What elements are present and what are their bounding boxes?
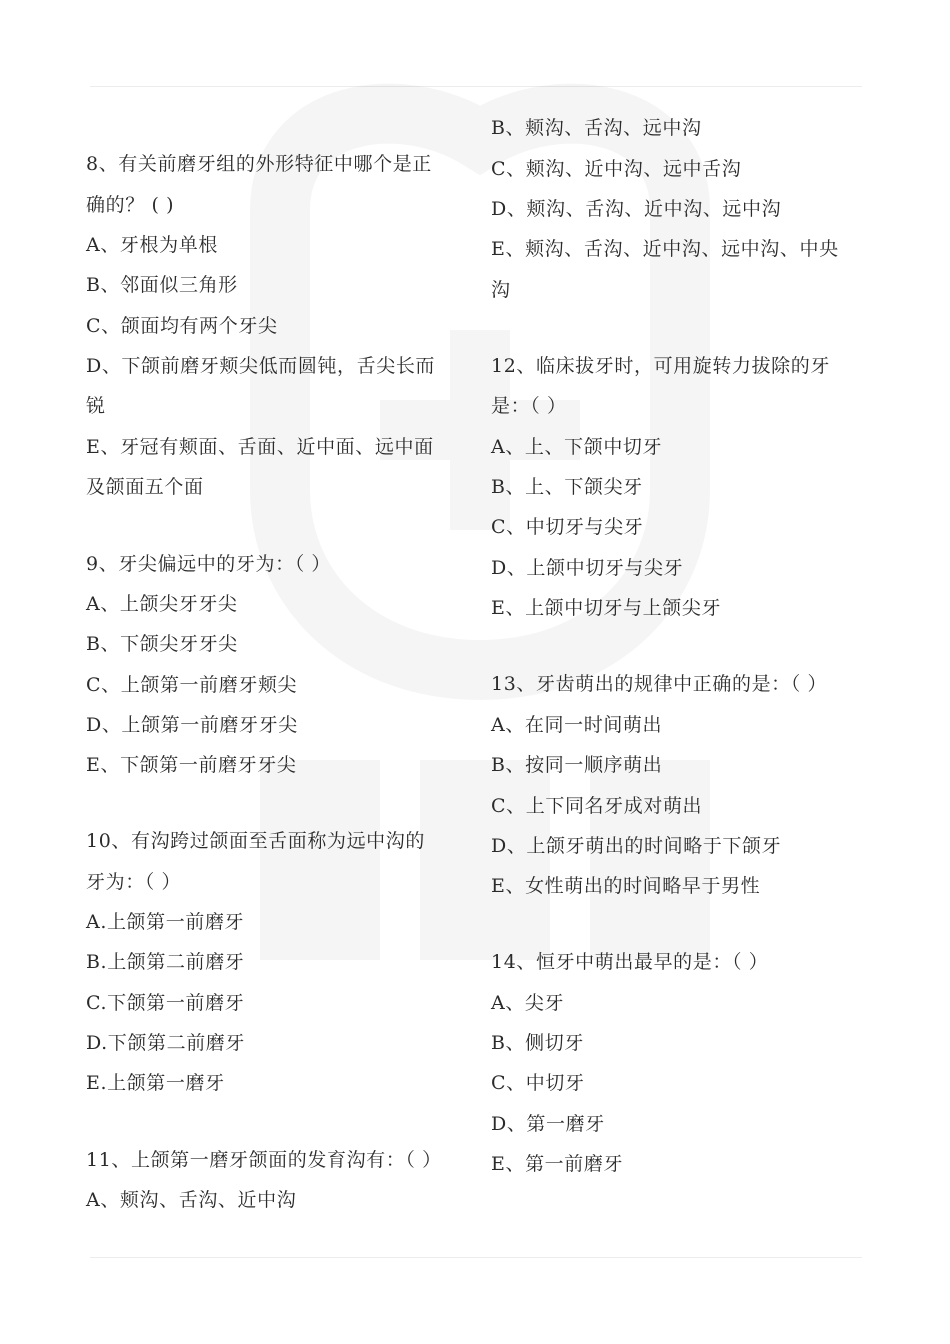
- header-rule: [90, 86, 862, 87]
- q8-stem-line2: 确的？ ( ): [86, 194, 175, 216]
- q9-option-c: C、上颌第一前磨牙颊尖: [86, 674, 298, 696]
- q8-option-e-line2: 及颌面五个面: [86, 476, 204, 498]
- q12-option-e: E、上颌中切牙与上颌尖牙: [491, 597, 722, 619]
- q9-stem: 9、牙尖偏远中的牙为：（ ）: [86, 553, 332, 575]
- q9-option-e: E、下颌第一前磨牙牙尖: [86, 754, 297, 776]
- q12-option-a: A、上、下颌中切牙: [491, 436, 663, 458]
- q14-option-a: A、尖牙: [491, 992, 565, 1014]
- q11-option-a: A、颊沟、舌沟、近中沟: [86, 1189, 297, 1211]
- q12-stem-line1: 12、临床拔牙时，可用旋转力拔除的牙: [491, 355, 830, 377]
- q11-option-e-line1: E、颊沟、舌沟、近中沟、远中沟、中央: [491, 238, 839, 260]
- q11-option-e-line2: 沟: [491, 279, 511, 301]
- q14-option-e: E、第一前磨牙: [491, 1153, 624, 1175]
- q10-option-e: E.上颌第一磨牙: [86, 1072, 225, 1094]
- q12-option-b: B、上、下颌尖牙: [491, 476, 643, 498]
- q14-stem: 14、恒牙中萌出最早的是：（ ）: [491, 951, 769, 973]
- q10-option-a: A.上颌第一前磨牙: [86, 911, 245, 933]
- q12-stem-line2: 是：（ ）: [491, 395, 567, 417]
- q10-stem-line2: 牙为：（ ）: [86, 871, 182, 893]
- q11-option-c: C、颊沟、近中沟、远中舌沟: [491, 158, 742, 180]
- q9-option-a: A、上颌尖牙牙尖: [86, 593, 238, 615]
- q11-stem: 11、上颌第一磨牙颌面的发育沟有：（ ）: [86, 1149, 442, 1171]
- q8-stem-line1: 8、有关前磨牙组的外形特征中哪个是正: [86, 153, 432, 175]
- q14-option-b: B、侧切牙: [491, 1032, 584, 1054]
- q13-option-b: B、按同一顺序萌出: [491, 754, 663, 776]
- q8-option-a: A、牙根为单根: [86, 234, 218, 256]
- q11-option-d: D、颊沟、舌沟、近中沟、远中沟: [491, 198, 782, 220]
- q12-option-d: D、上颌中切牙与尖牙: [491, 557, 684, 579]
- q13-option-d: D、上颌牙萌出的时间略于下颌牙: [491, 835, 782, 857]
- q13-option-c: C、上下同名牙成对萌出: [491, 795, 703, 817]
- q10-option-c: C.下颌第一前磨牙: [86, 992, 245, 1014]
- q11-option-b: B、颊沟、舌沟、远中沟: [491, 117, 702, 139]
- q8-option-e-line1: E、牙冠有颊面、舌面、近中面、远中面: [86, 436, 434, 458]
- q12-option-c: C、中切牙与尖牙: [491, 516, 644, 538]
- q9-option-d: D、上颌第一前磨牙牙尖: [86, 714, 298, 736]
- footer-rule: [90, 1257, 862, 1258]
- q13-stem: 13、牙齿萌出的规律中正确的是：（ ）: [491, 673, 828, 695]
- q10-option-b: B.上颌第二前磨牙: [86, 951, 245, 973]
- q10-stem-line1: 10、有沟跨过颌面至舌面称为远中沟的: [86, 830, 425, 852]
- q14-option-d: D、第一磨牙: [491, 1113, 605, 1135]
- q10-option-d: D.下颌第二前磨牙: [86, 1032, 245, 1054]
- q8-option-b: B、邻面似三角形: [86, 274, 238, 296]
- q9-option-b: B、下颌尖牙牙尖: [86, 633, 238, 655]
- q8-option-c: C、颌面均有两个牙尖: [86, 315, 278, 337]
- q8-option-d-line2: 锐: [86, 395, 106, 417]
- q8-option-d-line1: D、下颌前磨牙颊尖低而圆钝，舌尖长而: [86, 355, 436, 377]
- q14-option-c: C、中切牙: [491, 1072, 585, 1094]
- q13-option-e: E、女性萌出的时间略早于男性: [491, 875, 761, 897]
- q13-option-a: A、在同一时间萌出: [491, 714, 663, 736]
